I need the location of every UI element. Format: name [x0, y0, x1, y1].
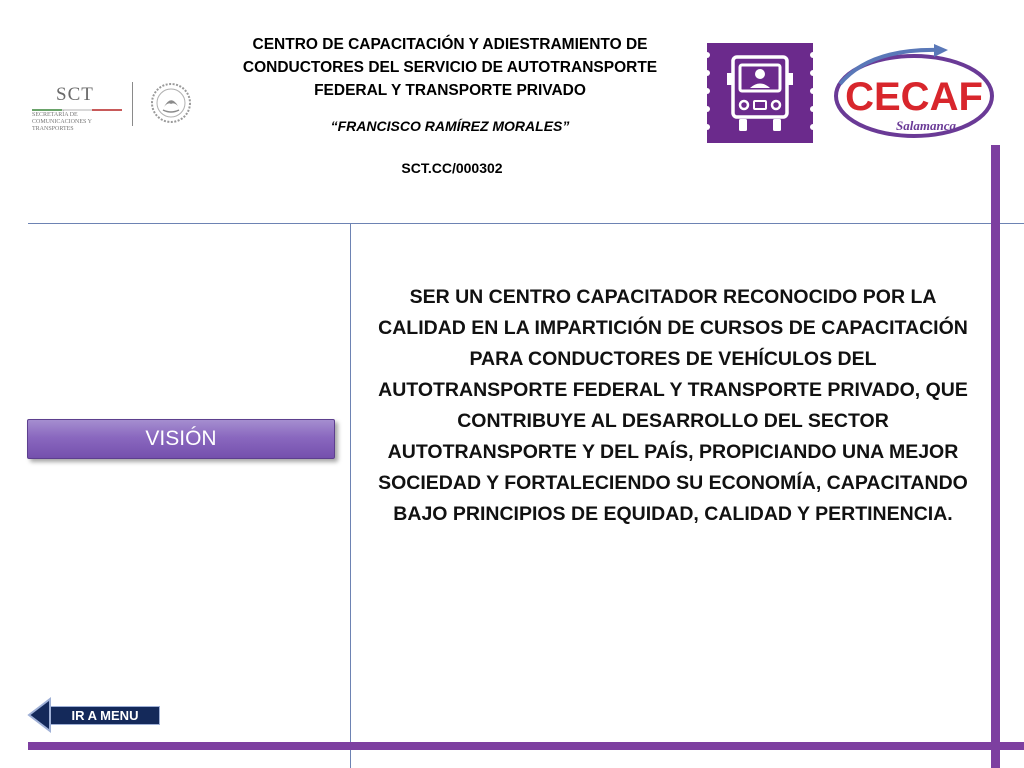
truck-logo — [707, 43, 813, 143]
cecaf-logo-city: Salamanca — [896, 118, 956, 133]
cecaf-logo — [830, 44, 996, 140]
truck-icon — [707, 43, 813, 143]
sct-logo-divider — [132, 82, 133, 126]
sct-logo-subtitle: SECRETARÍA DE COMUNICACIONES Y TRANSPORTES — [32, 112, 92, 132]
sct-logo — [30, 82, 196, 132]
vision-statement: SER UN CENTRO CAPACITADOR RECONOCIDO POR LA CALIDAD EN LA IMPARTICIÓN DE CURSOS DE CAPACITACIÓN PARA CONDUCTORES DE VEHÍCULOS DEL AUTOTRANSPORTE FEDERAL Y TRANSPORTE PRIVADO, QUE CONTRIBUYE AL DESARROLLO DEL SECTOR AUTOTRANSPORTE Y DEL PAÍS, PROPICIANDO UNA MEJOR SOCIEDAD Y FORTALECIENDO SU ECONOMÍA, CAPACITANDO BAJO PRINCIPIOS DE EQUIDAD, CALIDAD Y PERTINENCIA. — [378, 286, 968, 525]
content-divider-line — [350, 223, 351, 768]
purple-bottom-bar — [28, 742, 1024, 750]
sct-tricolor-line — [32, 109, 122, 111]
national-seal-icon — [150, 82, 192, 124]
header-divider-line — [28, 223, 1024, 224]
cecaf-logo-mark — [830, 44, 996, 140]
cecaf-logo-word: CECAF — [845, 75, 983, 119]
header-title: CENTRO DE CAPACITACIÓN Y ADIESTRAMIENTO DE CONDUCTORES DEL SERVICIO DE AUTOTRANSPORTE FEDERAL Y TRANSPORTE PRIVADO — [242, 36, 658, 99]
header-center-name: “FRANCISCO RAMÍREZ MORALES” — [330, 118, 570, 134]
purple-vertical-bar — [991, 145, 1000, 768]
header-registration-code: SCT.CC/000302 — [401, 160, 503, 176]
back-arrow-icon[interactable] — [27, 697, 51, 733]
vision-section-button[interactable]: VISIÓN — [27, 419, 335, 459]
sct-logo-word: SCT — [56, 84, 94, 105]
go-to-menu-button[interactable]: IR A MENU — [50, 706, 160, 725]
